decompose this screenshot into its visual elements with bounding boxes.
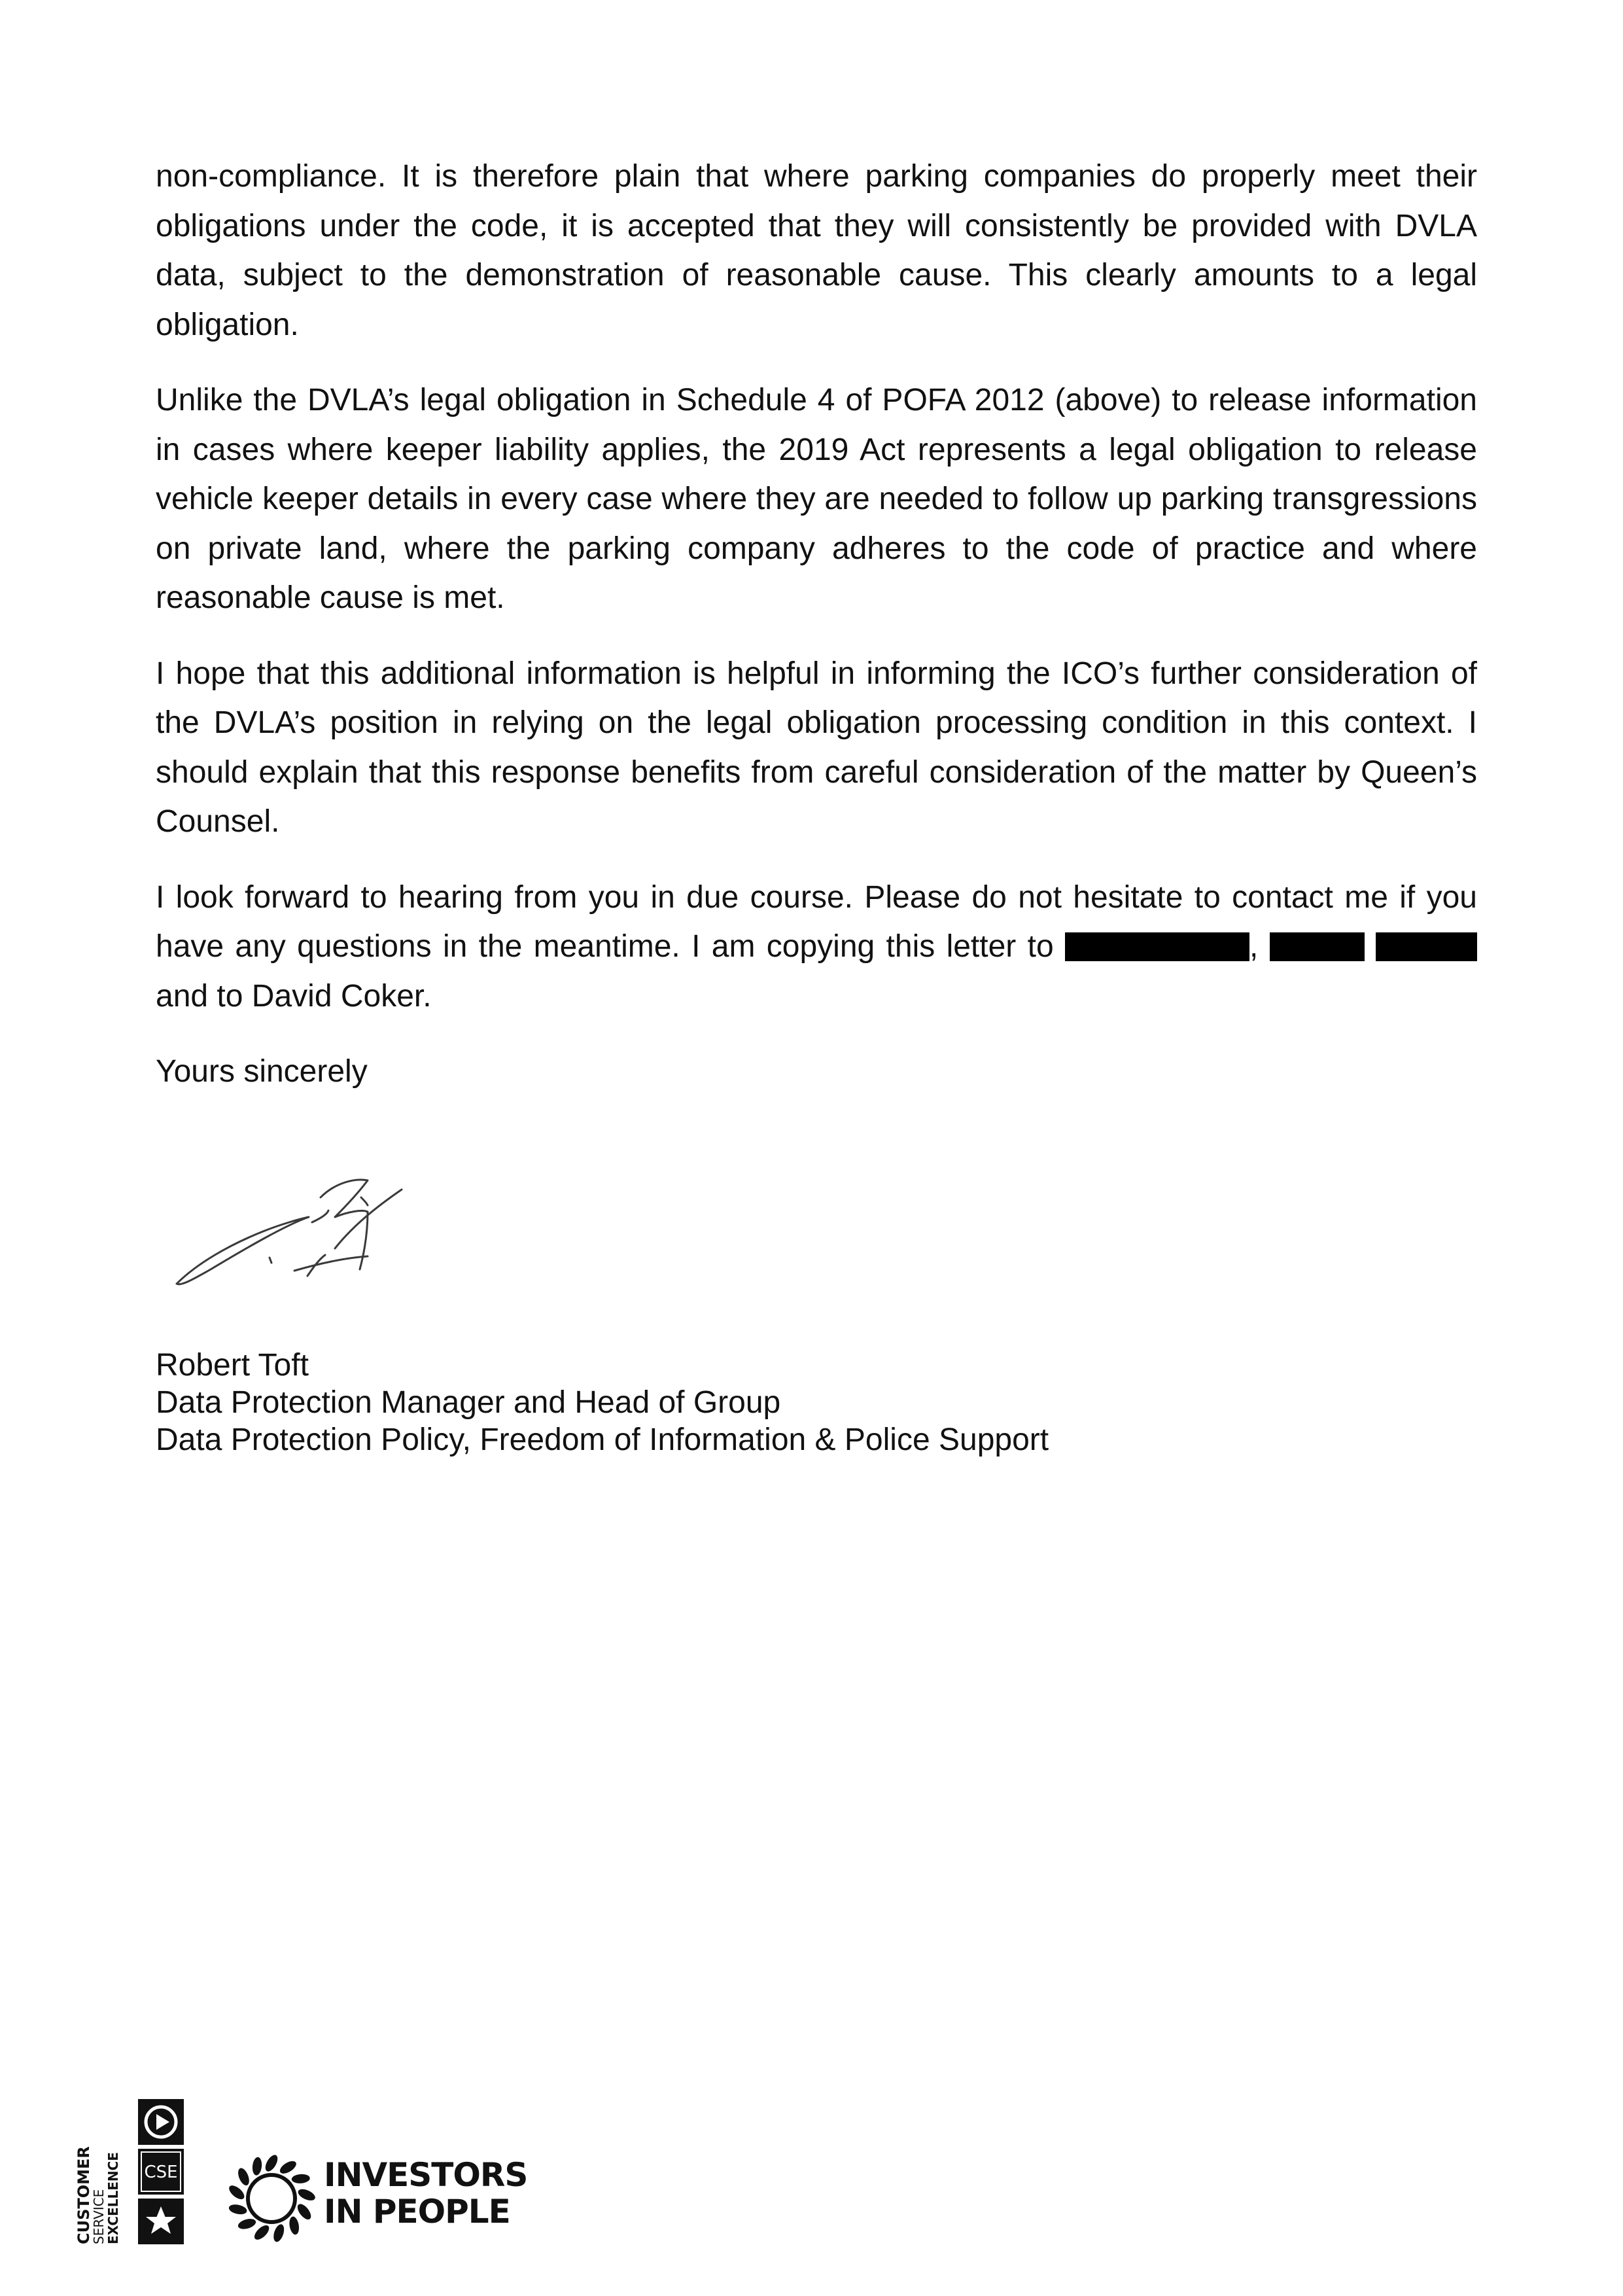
redaction-block [1270, 932, 1365, 961]
letter-body [156, 152, 1477, 1096]
handwritten-signature [171, 1171, 433, 1302]
valediction: Yours sincerely [156, 1054, 368, 1089]
customer-service-excellence-logo [71, 2094, 188, 2244]
signatory-department: Data Protection Policy, Freedom of Information & Police Support [156, 1422, 1049, 1457]
redaction-block [1376, 932, 1477, 961]
paragraph-2: Unlike the DVLA’s legal obligation in Schedule 4 of POFA 2012 (above) to release information in cases where keeper liability applies, the 2019 Act represents a legal obligation to release vehicle keeper details in every case where they are needed to follow up parking transgressions on private land, where the parking company adheres to the code of practice and where reasonable cause is met. [156, 383, 1477, 615]
cse-line-customer: CUSTOMER [75, 2146, 93, 2244]
closing-text-part1: I look forward to hearing from you in due course. Please do not hesitate to contact me if you have any questions in the meantime. I am copying this letter to [156, 879, 1477, 964]
cse-line-excellence: EXCELLENCE [105, 2152, 121, 2244]
cse-badge-label: CSE [144, 2163, 178, 2182]
signatory-name: Robert Toft [156, 1348, 309, 1383]
investors-in-people-logo [226, 2153, 527, 2244]
closing-separator: , [1249, 929, 1259, 964]
cse-badge [138, 2149, 184, 2195]
laurel-wreath-icon [226, 2153, 317, 2244]
paragraph-closing [156, 873, 1477, 1021]
star-icon [138, 2199, 184, 2244]
play-icon [138, 2099, 184, 2145]
iip-line-2: IN PEOPLE [324, 2193, 510, 2231]
paragraph-3: I hope that this additional information is helpful in informing the ICO’s further consideration of the DVLA’s position in relying on the legal obligation processing condition in this context. I should explain that this response benefits from careful consideration of the matter by Queen’s Counsel. [156, 656, 1477, 839]
cse-line-service: SERVICE [91, 2189, 107, 2244]
iip-line-1: INVESTORS [324, 2156, 528, 2194]
signatory-block [156, 1347, 1049, 1458]
signatory-title: Data Protection Manager and Head of Group [156, 1385, 781, 1420]
investors-in-people-wordmark [324, 2157, 527, 2230]
closing-text-part2: and to David Coker. [156, 978, 432, 1014]
paragraph-1: non-compliance. It is therefore plain that where parking companies do properly meet their obligations under the code, it is accepted that they will consistently be provided with DVLA data, subject to the demonstration of reasonable cause. This clearly amounts to a legal obligation. [156, 159, 1477, 342]
redaction-block [1065, 932, 1249, 961]
